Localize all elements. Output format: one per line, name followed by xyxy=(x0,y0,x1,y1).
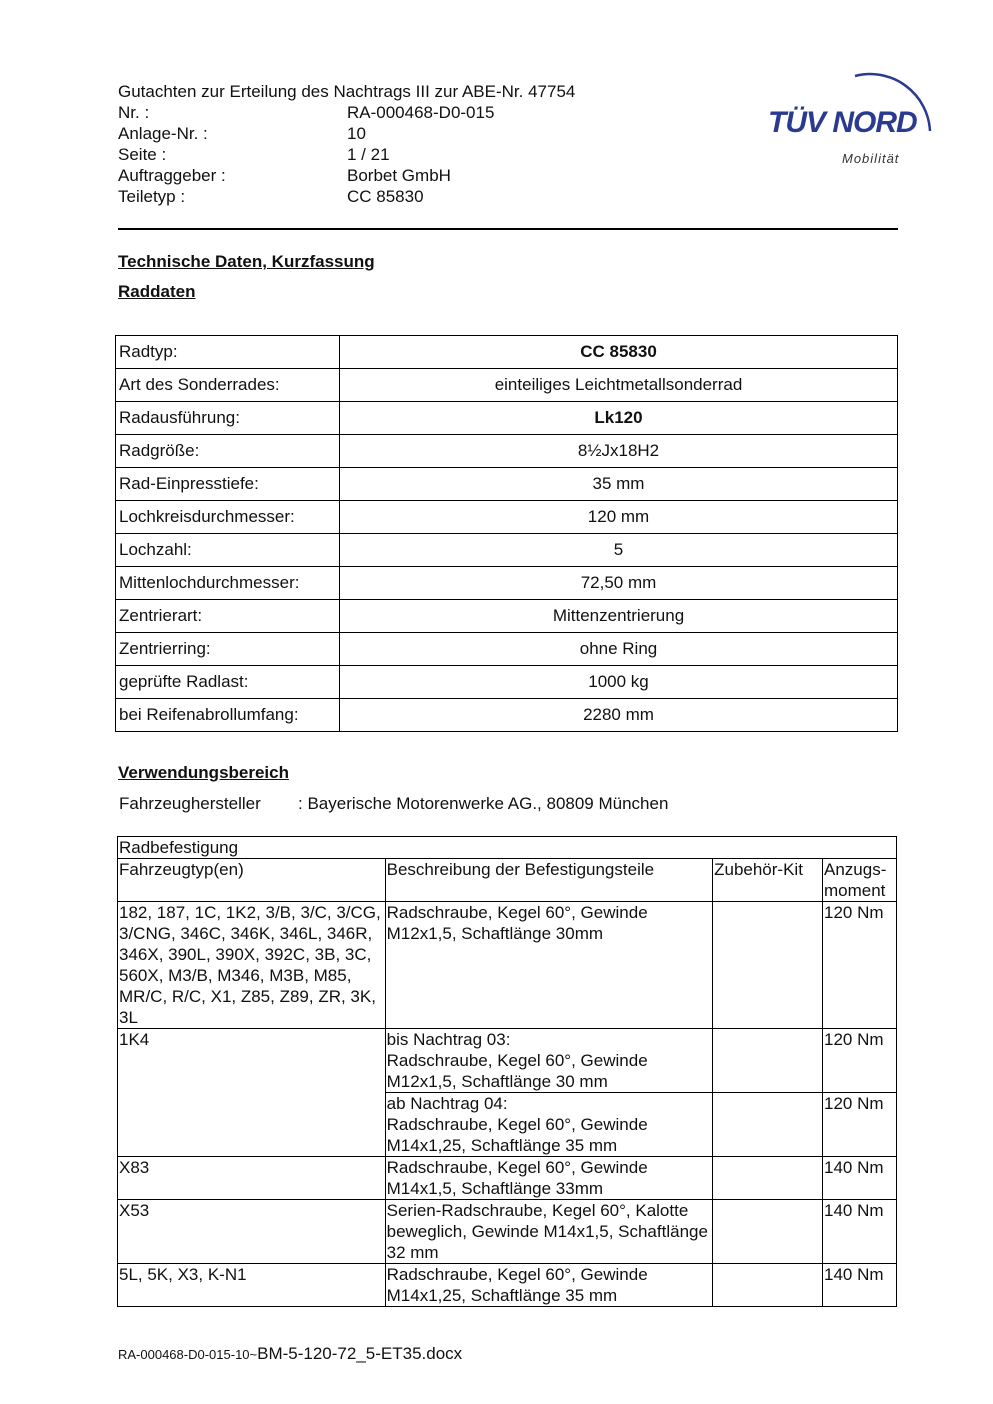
raddaten-label: Lochzahl: xyxy=(116,534,340,567)
raddaten-row xyxy=(116,369,898,402)
raddaten-row xyxy=(116,402,898,435)
document-title: Gutachten zur Erteilung des Nachtrags III zur ABE-Nr. 47754 xyxy=(118,82,576,101)
raddaten-row xyxy=(116,534,898,567)
footer-filename xyxy=(118,1344,462,1364)
zubehoer-kit-cell xyxy=(713,1264,823,1307)
beschreibung-cell: Radschraube, Kegel 60°, Gewinde M14x1,25, Schaftlänge 35 mm xyxy=(385,1264,712,1307)
raddaten-value: Lk120 xyxy=(340,402,898,435)
raddaten-row xyxy=(116,600,898,633)
raddaten-row xyxy=(116,336,898,369)
raddaten-row xyxy=(116,501,898,534)
logo-brand: TÜV NORD xyxy=(768,106,917,139)
anzugsmoment-cell: 140 Nm xyxy=(823,1200,897,1264)
table-row xyxy=(118,1264,897,1307)
befestigung-title: Radbefestigung xyxy=(118,837,897,859)
beschreibung-cell: bis Nachtrag 03: Radschraube, Kegel 60°, Gewinde M12x1,5, Schaftlänge 30 mm xyxy=(385,1029,712,1093)
section-raddaten: Raddaten xyxy=(118,282,196,301)
logo-subtitle: Mobilität xyxy=(842,151,900,166)
anzugsmoment-cell: 120 Nm xyxy=(823,902,897,1029)
section-technische-daten: Technische Daten, Kurzfassung xyxy=(118,252,375,271)
table-row xyxy=(118,1157,897,1200)
raddaten-label: Zentrierring: xyxy=(116,633,340,666)
fahrzeugtyp-cell: X53 xyxy=(118,1200,386,1264)
raddaten-row xyxy=(116,468,898,501)
column-header: Beschreibung der Befestigungsteile xyxy=(385,859,712,902)
column-header: Anzugs- moment xyxy=(823,859,897,902)
raddaten-label: geprüfte Radlast: xyxy=(116,666,340,699)
raddaten-row xyxy=(116,567,898,600)
beschreibung-cell: ab Nachtrag 04: Radschraube, Kegel 60°, Gewinde M14x1,25, Schaftlänge 35 mm xyxy=(385,1093,712,1157)
tuev-nord-logo xyxy=(760,56,940,176)
raddaten-row xyxy=(116,633,898,666)
fahrzeughersteller-label: Fahrzeughersteller xyxy=(119,794,261,813)
fahrzeughersteller-value: : Bayerische Motorenwerke AG., 80809 München xyxy=(298,794,669,813)
raddaten-value: CC 85830 xyxy=(340,336,898,369)
header-label-anlage: Anlage-Nr. : xyxy=(118,124,208,143)
raddaten-value: 35 mm xyxy=(340,468,898,501)
footer-big: BM-5-120-72_5-ET35.docx xyxy=(257,1344,463,1363)
zubehoer-kit-cell xyxy=(713,1093,823,1157)
befestigung-header-row xyxy=(118,859,897,902)
header-label-nr: Nr. : xyxy=(118,103,150,122)
table-row xyxy=(118,1200,897,1264)
raddaten-label: Mittenlochdurchmesser: xyxy=(116,567,340,600)
raddaten-value: 120 mm xyxy=(340,501,898,534)
raddaten-value: 5 xyxy=(340,534,898,567)
header-value-anlage: 10 xyxy=(347,124,366,143)
raddaten-row xyxy=(116,666,898,699)
raddaten-value: Mittenzentrierung xyxy=(340,600,898,633)
raddaten-label: Lochkreisdurchmesser: xyxy=(116,501,340,534)
fahrzeugtyp-cell: 1K4 xyxy=(118,1029,386,1157)
zubehoer-kit-cell xyxy=(713,902,823,1029)
raddaten-value: 72,50 mm xyxy=(340,567,898,600)
anzugsmoment-cell: 120 Nm xyxy=(823,1029,897,1093)
column-header: Zubehör-Kit xyxy=(713,859,823,902)
zubehoer-kit-cell xyxy=(713,1200,823,1264)
header-divider xyxy=(118,228,898,230)
beschreibung-cell: Radschraube, Kegel 60°, Gewinde M14x1,5, Schaftlänge 33mm xyxy=(385,1157,712,1200)
column-header: Fahrzeugtyp(en) xyxy=(118,859,386,902)
raddaten-row xyxy=(116,699,898,732)
anzugsmoment-cell: 120 Nm xyxy=(823,1093,897,1157)
raddaten-value: 8½Jx18H2 xyxy=(340,435,898,468)
befestigung-title-row xyxy=(118,837,897,859)
header-label-auftraggeber: Auftraggeber : xyxy=(118,166,226,185)
header-label-teiletyp: Teiletyp : xyxy=(118,187,186,206)
header-label-seite: Seite : xyxy=(118,145,167,164)
footer-small: RA-000468-D0-015-10~ xyxy=(118,1347,258,1362)
radbefestigung-table xyxy=(117,836,897,1307)
anzugsmoment-cell: 140 Nm xyxy=(823,1157,897,1200)
beschreibung-cell: Serien-Radschraube, Kegel 60°, Kalotte beweglich, Gewinde M14x1,5, Schaftlänge 32 mm xyxy=(385,1200,712,1264)
header-value-auftraggeber: Borbet GmbH xyxy=(347,166,451,185)
fahrzeugtyp-cell: X83 xyxy=(118,1157,386,1200)
raddaten-value: 2280 mm xyxy=(340,699,898,732)
raddaten-label: bei Reifenabrollumfang: xyxy=(116,699,340,732)
raddaten-value: 1000 kg xyxy=(340,666,898,699)
table-row xyxy=(118,902,897,1029)
raddaten-label: Zentrierart: xyxy=(116,600,340,633)
raddaten-table xyxy=(115,335,898,732)
raddaten-value: ohne Ring xyxy=(340,633,898,666)
fahrzeugtyp-cell: 5L, 5K, X3, K-N1 xyxy=(118,1264,386,1307)
raddaten-label: Radgröße: xyxy=(116,435,340,468)
zubehoer-kit-cell xyxy=(713,1029,823,1093)
zubehoer-kit-cell xyxy=(713,1157,823,1200)
fahrzeugtyp-cell: 182, 187, 1C, 1K2, 3/B, 3/C, 3/CG, 3/CNG, 346C, 346K, 346L, 346R, 346X, 390L, 390X, 392C, 3B, 3C, 560X, M3/B, M346, M3B, M85, MR/C, R/C, X1, Z85, Z89, ZR, 3K, 3L xyxy=(118,902,386,1029)
header-value-nr: RA-000468-D0-015 xyxy=(347,103,495,122)
section-verwendungsbereich: Verwendungsbereich xyxy=(118,763,289,782)
raddaten-label: Radausführung: xyxy=(116,402,340,435)
header-value-teiletyp: CC 85830 xyxy=(347,187,424,206)
raddaten-label: Art des Sonderrades: xyxy=(116,369,340,402)
header-value-seite: 1 / 21 xyxy=(347,145,390,164)
raddaten-row xyxy=(116,435,898,468)
anzugsmoment-cell: 140 Nm xyxy=(823,1264,897,1307)
table-row xyxy=(118,1029,897,1093)
raddaten-label: Rad-Einpresstiefe: xyxy=(116,468,340,501)
raddaten-label: Radtyp: xyxy=(116,336,340,369)
raddaten-value: einteiliges Leichtmetallsonderrad xyxy=(340,369,898,402)
beschreibung-cell: Radschraube, Kegel 60°, Gewinde M12x1,5, Schaftlänge 30mm xyxy=(385,902,712,1029)
